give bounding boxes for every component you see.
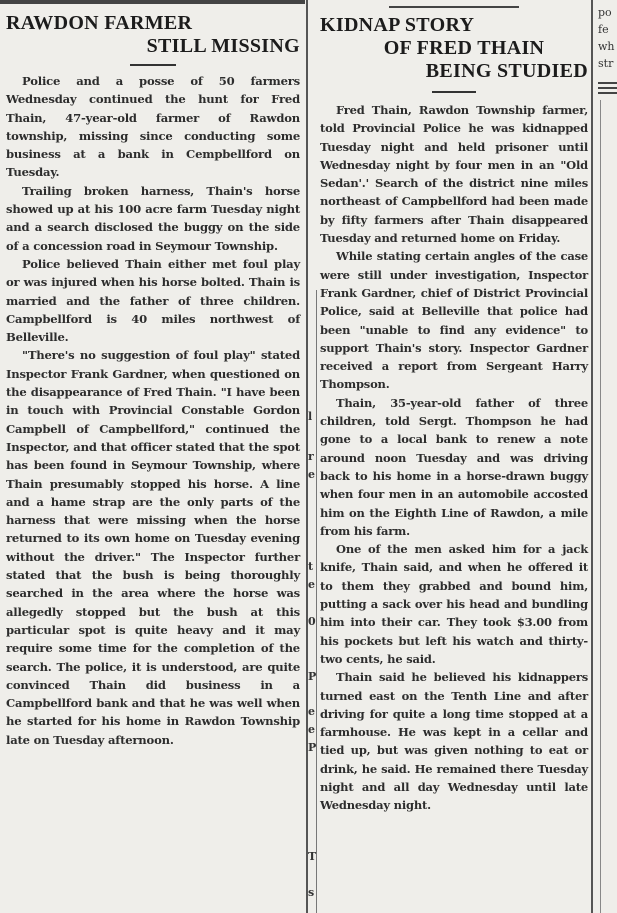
headline-separator (130, 64, 176, 66)
paragraph: Trailing broken harness, Thain's horse showed up at his 100 acre farm Tuesday night and a search disclosed the buggy on the side of a concession road in Seymour Township. (6, 183, 300, 253)
text-fragment: str (598, 57, 614, 70)
edge-letter: l (308, 410, 313, 423)
edge-letter: 0 (308, 615, 316, 628)
headline (320, 14, 588, 83)
headline-line-1: KIDNAP STORY (320, 14, 475, 36)
headline-separator (432, 91, 476, 93)
column-rule-right (591, 0, 593, 913)
separator-rule (598, 87, 617, 89)
headline-line-3: BEING STUDIED (425, 60, 588, 82)
paragraph: Thain said he believed his kidnappers turned east on the Tenth Line and after driving for quite a long time stopped at a farmhouse. He was kept in a cellar and tied up, but was given nothing to eat or drink, he said. He remained there Tuesday night and all day Wednesday until late Wednesday night. (320, 670, 588, 813)
paragraph: One of the men asked him for a jack knife, Thain said, and when he offered it to them they grabbed and bound him, putting a sack over his head and bundling him into their car. They took $3.00 from his pockets but left his watch and thirty-two cents, he said. (320, 542, 588, 666)
clipped-text (598, 4, 617, 72)
headline-line-2: OF FRED THAIN (383, 37, 545, 59)
article-kidnap-story (320, 0, 588, 815)
article-body (6, 72, 300, 749)
edge-letter: e (308, 468, 315, 481)
edge-letter: P (308, 741, 317, 754)
edge-letter: s (308, 886, 315, 899)
paragraph: "There's no suggestion of foul play" stated Inspector Frank Gardner, when questioned on the disappearance of Fred Thain. "I have been in touch with Provincial Constable Gordon Campbell of Campbellford," continued the Inspector, and that officer stated that the spot has been found in Seymour Township, where Thain presumably stopped his horse. A line and a hame strap are the only parts of the harness that were missing when the horse returned to its own home on Tuesday evening without the driver." The Inspector further stated that the bush is being thoroughly searched in the area where the horse was allegedly stopped but the bush at this particular spot is quite heavy and it may require some time for the completion of the search. The police, it is understood, are quite convinced Thain did business in a Campbellford bank and that he was well when he started for his home in Rawdon Township late on Tuesday afternoon. (6, 348, 300, 747)
text-fragment: wh (598, 40, 615, 53)
column-rule-inner (316, 290, 317, 913)
top-separator (389, 6, 519, 8)
text-fragment: po (598, 6, 612, 19)
separator-rule (598, 92, 617, 94)
clipped-right-column (598, 0, 617, 97)
edge-letter: e (308, 705, 315, 718)
headline-line-2: STILL MISSING (146, 35, 300, 57)
edge-letter: r (308, 450, 314, 463)
paragraph: Police and a posse of 50 farmers Wednesday continued the hunt for Fred Thain, 47-year-old farmer of Rawdon township, missing since conducting some business at a bank in Cempbellford on Tuesday. (6, 74, 300, 180)
paragraph: Thain, 35-year-old father of three children, told Sergt. Thompson he had gone to a local bank to renew a note around noon Tuesday and was driving back to his home in a horse-drawn buggy when four men in an automobile accosted him on the Eighth Line of Rawdon, a mile from his farm. (320, 395, 588, 538)
separator-rules (598, 82, 617, 94)
headline (6, 12, 300, 58)
paragraph: While stating certain angles of the case were still under investigation, Inspector Frank Gardner, chief of District Provincial Police, said at Belleville that police had been "unable to find any evidence" to support Thain's story. Inspector Gardner received a report from Sergeant Harry Thompson. (320, 249, 588, 392)
edge-letter: e (308, 723, 315, 736)
headline-line-1: RAWDON FARMER (6, 12, 193, 34)
edge-letter: P (308, 670, 317, 683)
separator-rule (598, 82, 617, 84)
edge-letter: t (308, 560, 314, 573)
edge-letter: e (308, 578, 315, 591)
edge-letter: T (308, 850, 317, 863)
paragraph: Fred Thain, Rawdon Township farmer, told Provincial Police he was kidnapped Tuesday night and held prisoner until Wednesday night by four men in an "Old Sedan'.' Search of the district nine miles northeast of Campbellford had been made by fifty farmers after Thain disappeared Tuesday and returned home on Friday. (320, 103, 588, 246)
column-rule-right-inner (600, 100, 601, 913)
paragraph: Police believed Thain either met foul play or was injured when his horse bolted. Thain is married and the father of three children. Campbellford is 40 miles northwest of Belleville. (6, 256, 300, 345)
article-rawdon-farmer (6, 0, 300, 749)
article-body (320, 101, 588, 815)
text-fragment: fe (598, 23, 609, 36)
